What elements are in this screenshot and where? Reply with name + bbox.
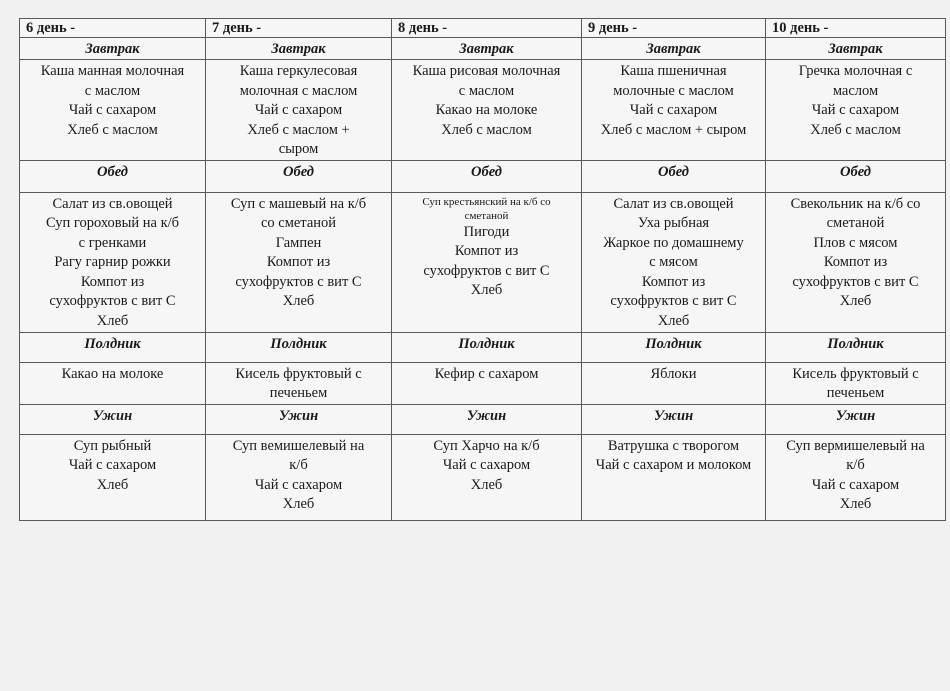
lunch-cell [582,192,766,332]
menu-item: Салат из св.овощей [52,195,173,212]
meal-label-lunch: Обед [582,160,766,192]
menu-item: Рагу гарнир рожки [54,254,171,270]
menu-item: Компот из [454,243,519,259]
day-header-row [20,19,946,38]
menu-item: с маслом [84,82,141,99]
snack-label-row [20,332,946,362]
menu-item: Компот из [641,273,706,290]
dinner-cell [20,434,206,520]
menu-item: к/б [289,457,308,473]
menu-item: Хлеб [657,312,690,329]
menu-item: Чай с сахаром и молоком [595,457,752,473]
dinner-cell [582,434,766,520]
menu-item: Чай с сахаром [68,457,157,473]
dinner-cell [392,434,582,520]
snack-cell [206,362,392,404]
breakfast-cell [582,60,766,161]
menu-item: со сметаной [260,215,337,231]
menu-item: Каша геркулесовая [239,63,358,79]
meal-label-breakfast: Завтрак [392,38,582,60]
menu-item: Чай с сахаром [811,476,900,493]
meal-label-breakfast: Завтрак [206,38,392,60]
menu-item: Кисель фруктовый с [235,365,362,382]
menu-item: сухофруктов с вит С [792,273,919,290]
meal-label-snack: Полдник [392,332,582,362]
lunch-label-row [20,160,946,192]
meal-label-snack: Полдник [20,332,206,362]
menu-item: Суп вермишелевый на [786,437,925,454]
menu-item: с маслом [458,82,515,99]
menu-item: Компот из [80,273,145,290]
menu-item: Каша рисовая молочная [412,63,561,79]
menu-item: сухофруктов с вит С [49,293,176,309]
breakfast-cell [20,60,206,161]
menu-item: Хлеб с маслом [441,121,532,138]
day-title: 8 день - [392,19,582,38]
meal-label-breakfast: Завтрак [582,38,766,60]
menu-item: Хлеб с маслом + сыром [600,121,747,138]
menu-item: Хлеб [839,293,872,309]
snack-cell [392,362,582,404]
snack-row [20,362,946,404]
menu-item: Хлеб [839,496,872,512]
day-title: 9 день - [582,19,766,38]
day-title: 6 день - [20,19,206,38]
menu-item: Чай с сахаром [442,457,531,473]
menu-item: Ватрушка с творогом [607,437,740,454]
menu-item: Жаркое по домашнему [603,234,744,251]
menu-item: Хлеб [282,293,315,309]
menu-item: Плов с мясом [813,234,898,251]
dinner-cell [206,434,392,520]
menu-item: Гампен [275,234,322,251]
breakfast-cell [392,60,582,161]
menu-item: Хлеб с маслом [67,121,158,138]
menu-item: сыром [278,141,319,157]
menu-item: Свекольник на к/б со [790,195,921,212]
menu-item: молочная с маслом [239,82,358,99]
meal-label-snack: Полдник [582,332,766,362]
menu-item: Чай с сахаром [254,476,343,493]
menu-item: Суп Харчо на к/б [433,437,540,454]
menu-item: к/б [846,457,865,473]
menu-item: Чай с сахаром [811,102,900,118]
menu-item: Пигоди [463,223,510,240]
menu-item: Гречка молочная с [798,63,913,79]
menu-item: Яблоки [650,365,697,382]
day-title: 7 день - [206,19,392,38]
menu-table [19,18,946,521]
menu-item: Хлеб [96,312,129,329]
menu-item: Компот из [823,254,888,270]
menu-item: с мясом [649,254,698,270]
snack-cell [20,362,206,404]
breakfast-cell [766,60,946,161]
meal-label-breakfast: Завтрак [766,38,946,60]
meal-label-lunch: Обед [392,160,582,192]
menu-item: Каша манная молочная [40,63,185,79]
menu-item: Хлеб [470,476,503,493]
menu-item: Салат из св.овощей [613,195,734,212]
menu-item: Компот из [266,254,331,270]
meal-label-lunch: Обед [20,160,206,192]
menu-item-small: Суп крестьянский на к/б со [422,195,551,208]
menu-item: Суп вемишелевый на [232,437,365,454]
menu-item: сметаной [826,215,885,231]
dinner-label-row [20,404,946,434]
meal-label-dinner: Ужин [392,404,582,434]
menu-item: молочные с маслом [613,82,734,99]
menu-item: Чай с сахаром [254,102,343,118]
lunch-cell [392,192,582,332]
breakfast-row [20,60,946,161]
lunch-cell [766,192,946,332]
menu-item: Кефир с сахаром [434,365,539,382]
menu-item: сухофруктов с вит С [235,273,362,290]
menu-item: Чай с сахаром [68,102,157,118]
menu-item: маслом [832,82,879,99]
breakfast-label-row [20,38,946,60]
meal-label-dinner: Ужин [206,404,392,434]
snack-cell [766,362,946,404]
meal-label-dinner: Ужин [766,404,946,434]
lunch-cell [206,192,392,332]
menu-item: печеньем [826,385,885,401]
meal-label-dinner: Ужин [20,404,206,434]
menu-item: сухофруктов с вит С [423,262,550,279]
dinner-row [20,434,946,520]
meal-label-snack: Полдник [766,332,946,362]
meal-label-dinner: Ужин [582,404,766,434]
snack-cell [582,362,766,404]
meal-label-lunch: Обед [766,160,946,192]
meal-label-snack: Полдник [206,332,392,362]
menu-item: Хлеб [470,282,503,298]
meal-label-lunch: Обед [206,160,392,192]
menu-item: Суп с машевый на к/б [230,195,367,212]
menu-item: Кисель фруктовый с [792,365,919,382]
day-title: 10 день - [766,19,946,38]
menu-item: сухофруктов с вит С [610,293,737,309]
menu-item: печеньем [269,385,328,401]
lunch-cell [20,192,206,332]
menu-item: Уха рыбная [637,215,710,231]
meal-label-breakfast: Завтрак [20,38,206,60]
menu-item: Хлеб [96,476,129,493]
menu-item: Суп гороховый на к/б [45,215,180,231]
menu-item: Хлеб с маслом + [247,121,350,138]
menu-item: Чай с сахаром [629,102,718,118]
menu-item: Какао на молоке [435,102,538,118]
menu-item: с гренками [78,234,147,251]
menu-item: Каша пшеничная [620,63,727,79]
menu-item: Суп рыбный [73,437,152,454]
dinner-cell [766,434,946,520]
breakfast-cell [206,60,392,161]
menu-item: Хлеб [282,496,315,512]
menu-item-small: сметаной [464,209,509,222]
lunch-row [20,192,946,332]
menu-item: Какао на молоке [61,365,164,382]
menu-item: Хлеб с маслом [810,121,901,138]
